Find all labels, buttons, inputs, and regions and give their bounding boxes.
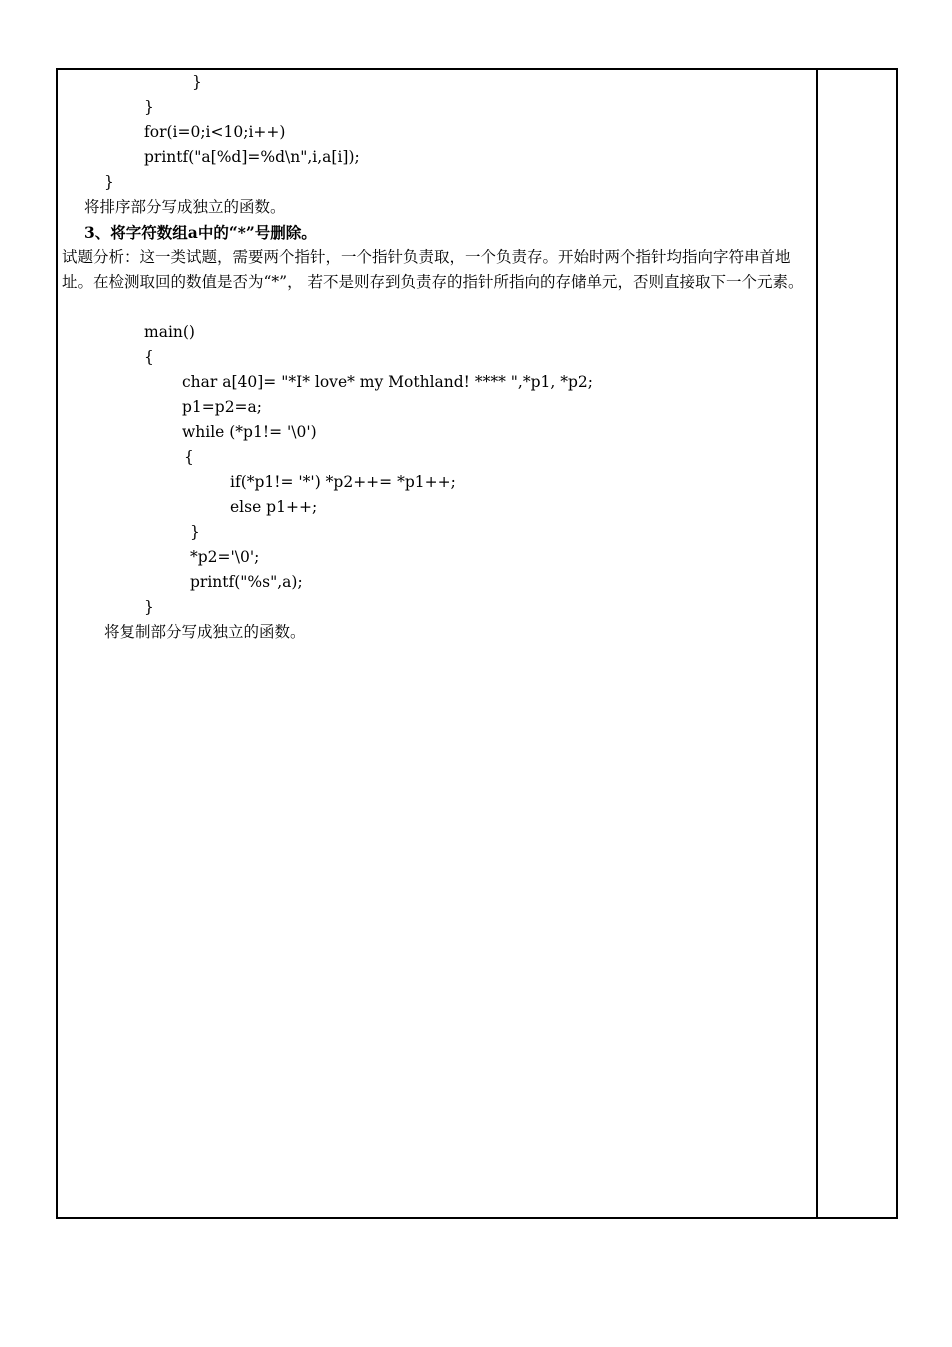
analysis-paragraph: 试题分析：这一类试题，需要两个指针，一个指针负责取，一个负责存。开始时两个指针均指向字符串首地址。在检测取回的数值是否为“*”， 若不是则存到负责存的指针所指向的存储单元，否则直接取下一个元素。 — [62, 248, 804, 291]
code-line: } — [144, 98, 154, 116]
note-text: 将排序部分写成独立的函数。 — [84, 198, 286, 216]
code-line: if(*p1!= '*') *p2++= *p1++; — [230, 473, 456, 491]
code-line: } — [104, 173, 114, 191]
code-line: printf("%s",a); — [190, 573, 303, 591]
code-line: *p2='\0'; — [190, 548, 260, 566]
column-divider — [816, 68, 818, 1219]
code-line: } — [144, 598, 154, 616]
code-line: } — [190, 523, 200, 541]
code-line: else p1++; — [230, 498, 318, 516]
note-text: 将复制部分写成独立的函数。 — [104, 623, 306, 641]
section-heading: 3、将字符数组a中的“*”号删除。 — [84, 223, 317, 242]
code-line: main() — [144, 323, 195, 341]
code-line: p1=p2=a; — [182, 398, 263, 416]
code-line: { — [184, 448, 194, 466]
code-line: } — [192, 73, 202, 91]
code-line: while (*p1!= '\0') — [182, 423, 317, 441]
code-line: for(i=0;i<10;i++) — [144, 123, 286, 141]
code-line: { — [144, 348, 154, 366]
code-line: printf("a[%d]=%d\n",i,a[i]); — [144, 148, 360, 166]
code-line: char a[40]= "*I* love* my Mothland! **** ",*p1, *p2; — [182, 373, 593, 391]
